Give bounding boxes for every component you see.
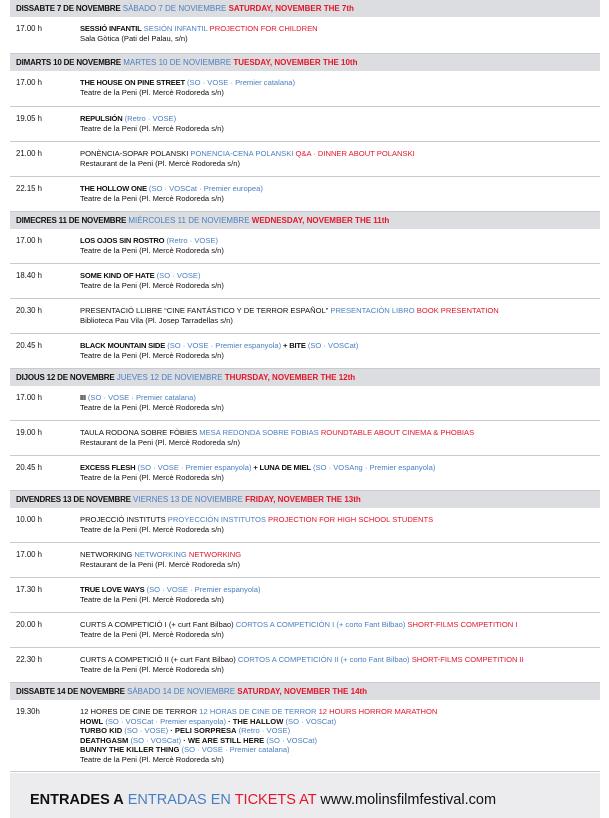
event-title-part: TAULA RODONA SOBRE FÒBIES [80, 428, 198, 437]
event-title [80, 620, 600, 630]
event-title-part: TRUE LOVE WAYS [80, 585, 145, 594]
event-title-part: + BITE [281, 341, 306, 350]
event-venue: Biblioteca Pau Vila (Pl. Josep Tarradellas s/n) [80, 315, 233, 325]
event-title-part: (SO · VOSE · Premier espanyola) [144, 585, 261, 594]
event-venue: Teatre de la Peni (Pl. Mercè Rodoreda s/n) [80, 123, 224, 133]
event-row [10, 334, 600, 369]
event-venue: Teatre de la Peni (Pl. Mercè Rodoreda s/n) [80, 350, 224, 360]
day-label-es: MIÉRCOLES 11 DE NOVIEMBRE [128, 216, 250, 225]
day-label-en: SATURDAY, NOVEMBER THE 14th [237, 687, 368, 696]
event-time: 18.40 h [16, 271, 43, 280]
tickets-label-es: ENTRADAS EN [127, 792, 231, 808]
event-title-part: BLACK MOUNTAIN SIDE [80, 341, 166, 350]
event-time: 22.15 h [16, 184, 43, 193]
event-title [80, 236, 600, 246]
event-title-part: (SO · VOSCat · Premier europea) [146, 184, 263, 193]
event-title-part: THE HOUSE ON PINE STREET [80, 78, 185, 87]
day-label-es: VIERNES 13 DE NOVIEMBRE [133, 495, 243, 504]
event-title-part: Q&A · DINNER ABOUT POLANSKI [293, 149, 415, 158]
event-title-part: (SO · VOSE · Premier espanyola) [165, 341, 282, 350]
event-time: 20.45 h [16, 463, 43, 472]
film-title-part: · WE ARE STILL HERE [181, 735, 265, 745]
event-title-part: SESSIÓ INFANTIL [80, 24, 142, 33]
event-title-part: (Retro · VOSE) [122, 114, 177, 123]
event-row [10, 508, 600, 543]
day-header [10, 54, 600, 71]
event-title [80, 550, 600, 560]
event-venue: Teatre de la Peni (Pl. Mercè Rodoreda s/n) [80, 754, 224, 764]
event-title-part: THE HOLLOW ONE [80, 184, 147, 193]
event-title [80, 655, 600, 665]
day-label-en: SATURDAY, NOVEMBER THE 7th [228, 4, 354, 13]
day-label-es: SÀBADO 7 DE NOVIEMBRE [122, 4, 227, 13]
event-time: 20.45 h [16, 341, 43, 350]
event-title-part: 12 HORAS DE CINE DE TERROR [197, 707, 317, 716]
event-title-part: SOME KIND OF HATE [80, 271, 155, 280]
event-venue: Teatre de la Peni (Pl. Mercè Rodoreda s/n) [80, 594, 224, 604]
event-row [10, 107, 600, 142]
event-time: 22.30 h [16, 655, 43, 664]
event-time: 17.00 h [16, 393, 43, 402]
marathon-film-line [80, 717, 600, 727]
event-row [10, 578, 600, 613]
event-time: 21.00 h [16, 149, 43, 158]
event-time: 20.30 h [16, 306, 43, 315]
event-row [10, 229, 600, 264]
event-title-part: CORTOS A COMPETICIÓN I (+ corto Fant Bilbao) [233, 620, 406, 629]
film-title-part: HOWL [80, 716, 104, 726]
event-venue: Restaurant de la Peni (Pl. Mercè Rodoreda s/n) [80, 559, 240, 569]
event-time: 20.00 h [16, 620, 43, 629]
event-row [10, 700, 600, 772]
event-row [10, 177, 600, 212]
event-title-part: + LUNA DE MIEL [251, 463, 311, 472]
event-row [10, 421, 600, 456]
event-time: 17.00 h [16, 78, 43, 87]
marathon-film-line [80, 736, 600, 746]
tickets-footer [10, 773, 600, 818]
event-title-part: III [80, 393, 86, 402]
film-title-part: (SO · VOSE · Premier catalana) [179, 745, 290, 754]
event-title-part: (SO · VOSE · Premier espanyola) [135, 463, 252, 472]
event-time: 10.00 h [16, 515, 43, 524]
event-title-part: BOOK PRESENTATION [414, 306, 499, 315]
day-label-en: FRIDAY, NOVEMBER THE 13th [245, 495, 361, 504]
day-label-ca: DIMECRES 11 DE NOVEMBRE [16, 216, 127, 225]
event-title-part: CURTS A COMPETICIÓ II (+ curt Fant Bilbao) [80, 655, 236, 664]
day-label-en: THURSDAY, NOVEMBER THE 12th [224, 373, 356, 382]
marathon-film-line [80, 745, 600, 755]
event-title-part: PROJECTION FOR CHILDREN [207, 24, 318, 33]
event-time: 19.30h [16, 707, 40, 716]
event-title [80, 393, 600, 403]
event-title-part: (SO · VOSAng · Premier espanyola) [310, 463, 436, 472]
event-title [80, 515, 600, 525]
event-title-part: 12 HOURS HORROR MARATHON [316, 707, 438, 716]
event-row [10, 299, 600, 334]
tickets-label-ca: ENTRADES A [30, 792, 124, 808]
film-title-part: (SO · VOSCat) [264, 735, 317, 745]
film-title-part: BUNNY THE KILLER THING [80, 745, 180, 754]
film-title-part: DEATHGASM [80, 735, 129, 745]
event-title-part: SHORT-FILMS COMPETITION II [409, 655, 524, 664]
day-header [10, 212, 600, 229]
event-venue: Teatre de la Peni (Pl. Mercè Rodoreda s/n) [80, 280, 224, 290]
day-label-ca: DIVENDRES 13 DE NOVEMBRE [16, 495, 131, 504]
film-title-part: (SO · VOSE) [122, 726, 169, 735]
event-title-part: NETWORKING [80, 550, 133, 559]
film-title-part: (SO · VOSCat) [128, 735, 182, 745]
film-title-part: (Retro · VOSE) [236, 726, 291, 735]
day-header [10, 683, 600, 700]
event-title-part: (Retro · VOSE) [164, 236, 218, 245]
event-title [80, 585, 600, 595]
day-label-en: TUESDAY, NOVEMBER THE 10th [233, 58, 358, 67]
event-title-part: LOS OJOS SIN ROSTRO [80, 236, 165, 245]
event-row [10, 543, 600, 578]
event-venue: Teatre de la Peni (Pl. Mercè Rodoreda s/n) [80, 472, 224, 482]
event-title-part: PROJECTION FOR HIGH SCHOOL STUDENTS [265, 515, 434, 524]
event-time: 17.30 h [16, 585, 43, 594]
festival-website-link[interactable]: www.molinsfilmfestival.com [320, 792, 497, 808]
event-title-part: SESIÓN INFANTIL [141, 24, 208, 33]
event-title [80, 24, 600, 34]
event-title [80, 114, 600, 124]
event-venue: Teatre de la Peni (Pl. Mercè Rodoreda s/n) [80, 524, 224, 534]
film-title-part: (SO · VOSCat · Premier espanyola) [103, 716, 227, 726]
event-row [10, 386, 600, 421]
day-header [10, 0, 600, 17]
film-title-part: · THE HALLOW [226, 716, 284, 726]
day-header [10, 369, 600, 386]
event-time: 19.00 h [16, 428, 43, 437]
event-title-part: (SO · VOSE) [154, 271, 201, 280]
event-title [80, 78, 600, 88]
event-title-part: NETWORKING [186, 550, 242, 559]
event-time: 17.00 h [16, 24, 43, 33]
day-label-ca: DIMARTS 10 DE NOVEMBRE [16, 58, 121, 67]
event-venue: Sala Gòtica (Pati del Palau, s/n) [80, 33, 188, 43]
event-venue: Teatre de la Peni (Pl. Mercè Rodoreda s/n) [80, 629, 224, 639]
event-venue: Teatre de la Peni (Pl. Mercè Rodoreda s/n) [80, 193, 224, 203]
event-venue: Teatre de la Peni (Pl. Mercè Rodoreda s/n) [80, 402, 224, 412]
day-label-es: JUEVES 12 DE NOVIEMBRE [116, 373, 223, 382]
day-label-ca: DISSABTE 14 DE NOVEMBRE [16, 687, 125, 696]
event-venue: Restaurant de la Peni (Pl. Mercè Rodoreda s/n) [80, 158, 240, 168]
event-title-part: PRESENTACIÓ LLIBRE “CINE FANTÁSTICO Y DE TERROR ESPAÑOL” [80, 306, 329, 315]
event-title-part: NETWORKING [132, 550, 187, 559]
event-title [80, 428, 600, 438]
event-title-part: REPULSIÓN [80, 114, 123, 123]
event-title-part: SHORT-FILMS COMPETITION I [405, 620, 518, 629]
event-venue: Teatre de la Peni (Pl. Mercè Rodoreda s/n) [80, 664, 224, 674]
event-title-part: (SO · VOSE · Premier catalana) [85, 393, 196, 402]
schedule [10, 0, 600, 772]
film-title-part: · PELI SORPRESA [168, 726, 237, 735]
event-row [10, 142, 600, 177]
event-title-part: PROYECCIÓN INSTITUTOS [165, 515, 266, 524]
event-time: 17.00 h [16, 550, 43, 559]
event-title-part: CORTOS A COMPETICIÓN II (+ corto Fant Bilbao) [235, 655, 410, 664]
event-title-part: (SO · VOSCat) [305, 341, 359, 350]
day-label-en: WEDNESDAY, NOVEMBER THE 11th [251, 216, 390, 225]
event-title-part: 12 HORES DE CINE DE TERROR [80, 707, 198, 716]
event-title-part: ROUNDTABLE ABOUT CINEMA & PHOBIAS [318, 428, 475, 437]
event-row [10, 648, 600, 683]
film-title-part: (SO · VOSCat) [283, 716, 337, 726]
event-row [10, 17, 600, 54]
event-time: 19.05 h [16, 114, 43, 123]
day-header [10, 491, 600, 508]
event-venue: Restaurant de la Peni (Pl. Mercè Rodoreda s/n) [80, 437, 240, 447]
tickets-label-en: TICKETS AT [234, 792, 317, 808]
event-title-part: PRESENTACIÓN LIBRO [328, 306, 415, 315]
event-title [80, 149, 600, 159]
event-venue: Teatre de la Peni (Pl. Mercè Rodoreda s/n) [80, 87, 224, 97]
marathon-film-line [80, 726, 600, 736]
event-title [80, 707, 600, 717]
event-time: 17.00 h [16, 236, 43, 245]
event-title-part: PROJECCIÓ INSTITUTS [80, 515, 166, 524]
event-row [10, 613, 600, 648]
event-title [80, 271, 600, 281]
event-title-part: EXCESS FLESH [80, 463, 136, 472]
event-row [10, 264, 600, 299]
event-title [80, 184, 600, 194]
day-label-ca: DIJOUS 12 DE NOVEMBRE [16, 373, 115, 382]
event-title-part: PONENCIA-CENA POLANSKI [188, 149, 294, 158]
event-title-part: (SO · VOSE · Premier catalana) [184, 78, 296, 87]
event-title-part: MESA REDONDA SOBRE FOBIAS [197, 428, 319, 437]
event-title-part: CURTS A COMPETICIÓ I (+ curt Fant Bilbao) [80, 620, 234, 629]
day-label-ca: DISSABTE 7 DE NOVEMBRE [16, 4, 121, 13]
event-row [10, 71, 600, 107]
event-title [80, 463, 600, 473]
film-title-part: TURBO KID [80, 726, 123, 735]
event-title-part: PONÈNCIA-SOPAR POLANSKI [80, 149, 189, 158]
day-label-es: MARTES 10 DE NOVIEMBRE [123, 58, 232, 67]
event-venue: Teatre de la Peni (Pl. Mercè Rodoreda s/n) [80, 245, 224, 255]
day-label-es: SÀBADO 14 DE NOVIEMBRE [127, 687, 236, 696]
event-row [10, 456, 600, 491]
event-title [80, 306, 600, 316]
event-title [80, 341, 600, 351]
